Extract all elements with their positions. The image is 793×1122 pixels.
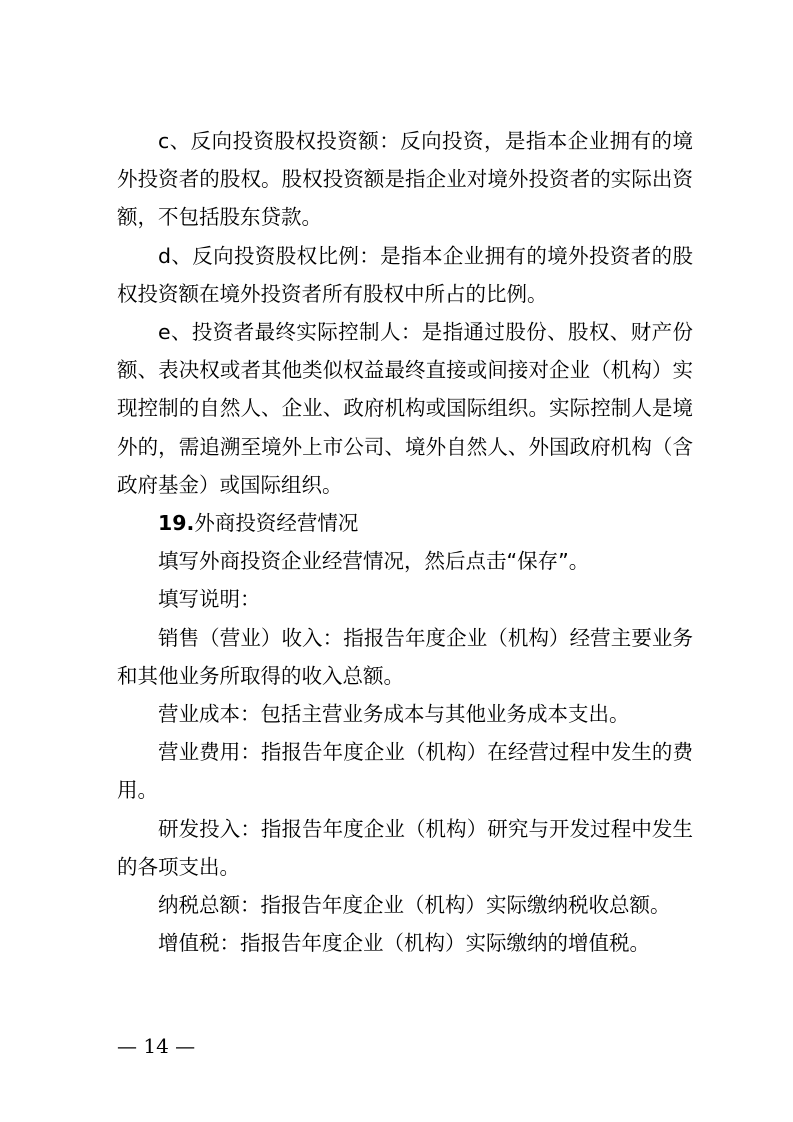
paragraph-expense: 营业费用：指报告年度企业（机构）在经营过程中发生的费用。 — [117, 740, 693, 803]
document-body — [117, 122, 693, 962]
paragraph-tax: 纳税总额：指报告年度企业（机构）实际缴纳税收总额。 — [158, 893, 671, 918]
paragraph-cost: 营业成本：包括主营业务成本与其他业务成本支出。 — [158, 702, 630, 727]
section-number: 19. — [158, 511, 195, 536]
paragraph-d: d、反向投资股权比例：是指本企业拥有的境外投资者的股权投资额在境外投资者所有股权中所占的比例。 — [117, 243, 693, 306]
paragraph-c: c、反向投资股权投资额：反向投资，是指本企业拥有的境外投资者的股权。股权投资额是指企业对境外投资者的实际出资额，不包括股东贷款。 — [117, 129, 693, 230]
paragraph-vat: 增值税：指报告年度企业（机构）实际缴纳的增值税。 — [158, 931, 650, 956]
paragraph-instruction: 填写外商投资企业经营情况，然后点击“保存”。 — [158, 549, 590, 574]
page-number: — 14 — — [117, 1034, 196, 1058]
section-heading — [117, 504, 693, 542]
paragraph-rnd: 研发投入：指报告年度企业（机构）研究与开发过程中发生的各项支出。 — [117, 816, 693, 879]
paragraph-notes-label: 填写说明： — [158, 587, 261, 612]
paragraph-sales: 销售（营业）收入：指报告年度企业（机构）经营主要业务和其他业务所取得的收入总额。 — [117, 625, 693, 688]
section-title: 外商投资经营情况 — [194, 511, 359, 536]
paragraph-e: e、投资者最终实际控制人：是指通过股份、股权、财产份额、表决权或者其他类似权益最终直接或间接对企业（机构）实现控制的自然人、企业、政府机构或国际组织。实际控制人是境外的，需追溯至境外上市公司、境外自然人、外国政府机构（含政府基金）或国际组织。 — [117, 320, 693, 497]
